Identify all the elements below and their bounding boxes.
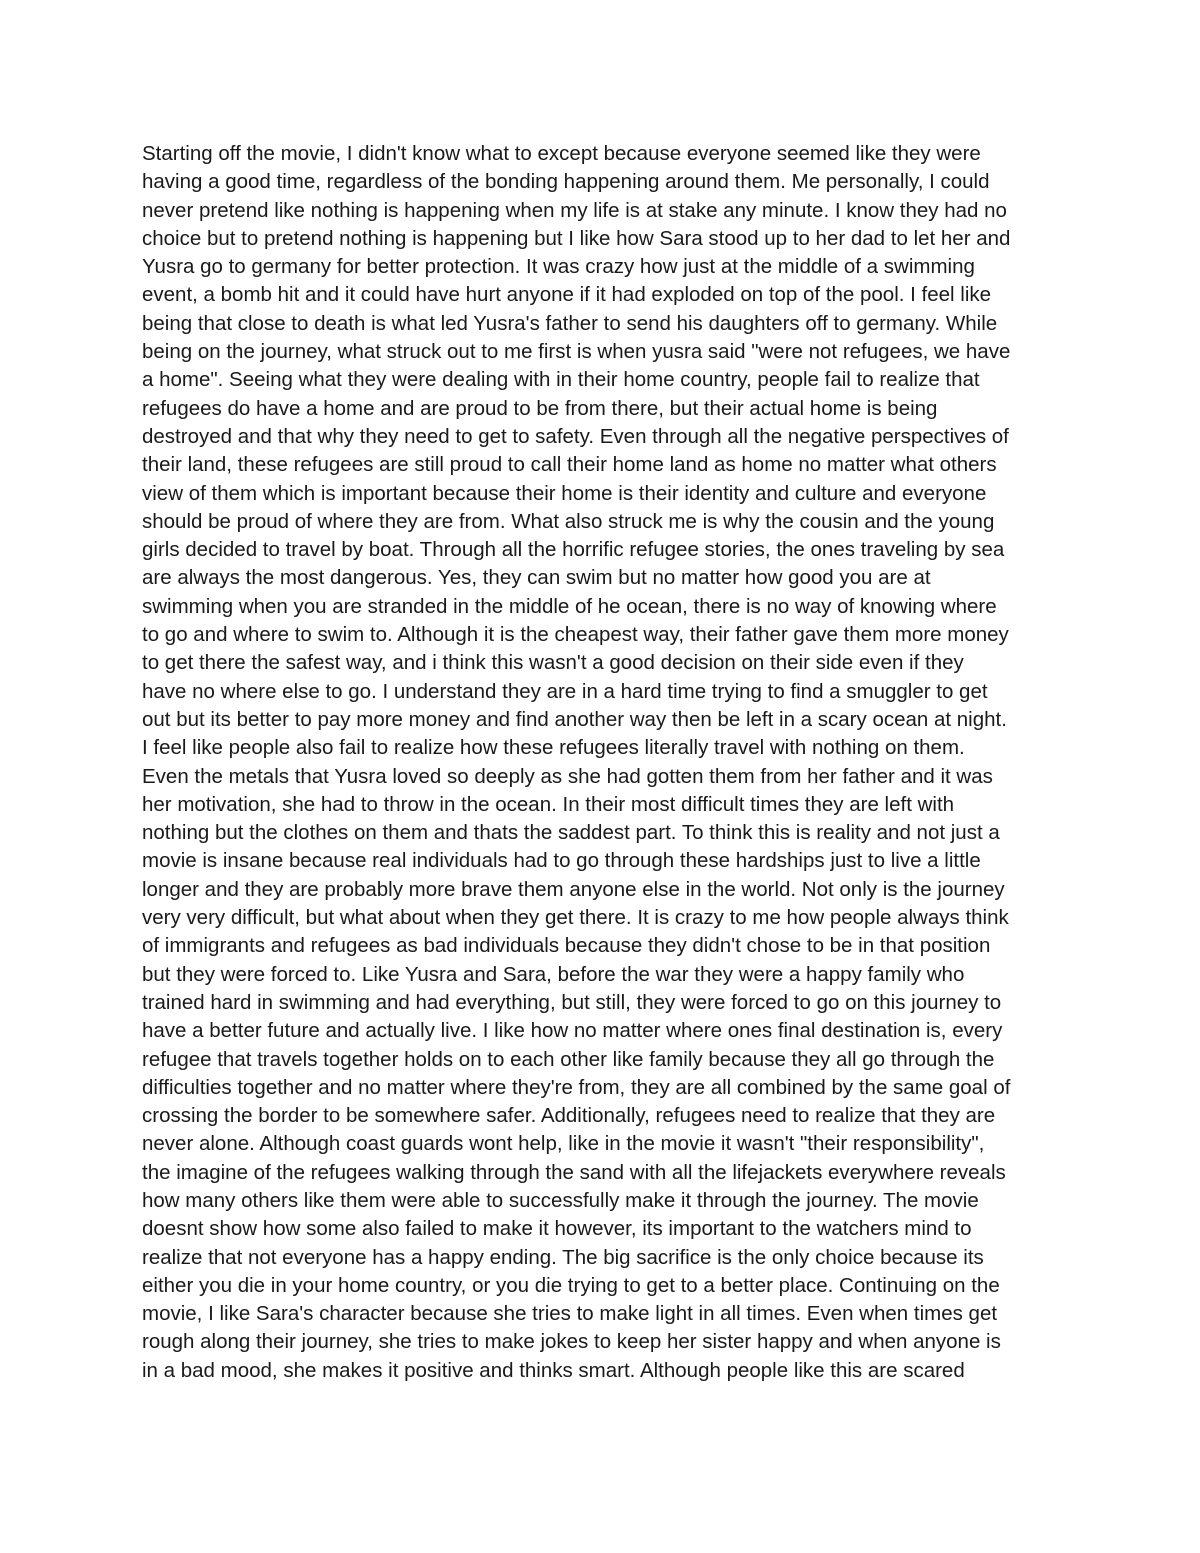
text-line: should be proud of where they are from. What also struck me is why the cousin and the young xyxy=(142,509,995,533)
text-line: the imagine of the refugees walking through the sand with all the lifejackets everywhere reveals xyxy=(142,1160,1006,1184)
text-line: crossing the border to be somewhere safer. Additionally, refugees need to realize that they are xyxy=(142,1104,996,1128)
text-line: realize that not everyone has a happy ending. The big sacrifice is the only choice because its xyxy=(142,1245,984,1269)
text-line: choice but to pretend nothing is happening but I like how Sara stood up to her dad to let her and xyxy=(142,226,1011,250)
text-line: their land, these refugees are still proud to call their home land as home no matter what others xyxy=(142,453,997,477)
text-line: how many others like them were able to successfully make it through the journey. The movie xyxy=(142,1188,979,1212)
text-line: Yusra go to germany for better protection. It was crazy how just at the middle of a swimming xyxy=(142,255,975,279)
text-line: being on the journey, what struck out to me first is when yusra said "were not refugees, we have xyxy=(142,340,1011,364)
text-line: event, a bomb hit and it could have hurt anyone if it had exploded on top of the pool. I feel like xyxy=(142,283,992,307)
text-line: refugee that travels together holds on to each other like family because they all go through the xyxy=(142,1047,995,1071)
text-line: Even the metals that Yusra loved so deeply as she had gotten them from her father and it was xyxy=(142,764,993,788)
text-line: have no where else to go. I understand they are in a hard time trying to find a smuggler to get xyxy=(142,679,988,703)
text-line: difficulties together and no matter where they're from, they are all combined by the same goal of xyxy=(142,1075,1011,1099)
text-line: to go and where to swim to. Although it is the cheapest way, their father gave them more money xyxy=(142,623,1009,647)
text-line: are always the most dangerous. Yes, they can swim but no matter how good you are at xyxy=(142,566,931,590)
text-line: nothing but the clothes on them and thats the saddest part. To think this is reality and not just a xyxy=(142,821,1000,845)
text-line: destroyed and that why they need to get to safety. Even through all the negative perspectives of xyxy=(142,424,1009,448)
essay-paragraph xyxy=(142,140,1082,1385)
text-line: to get there the safest way, and i think this wasn't a good decision on their side even if they xyxy=(142,651,964,675)
text-line: movie is insane because real individuals had to go through these hardships just to live a little xyxy=(142,849,981,873)
text-line: a home". Seeing what they were dealing with in their home country, people fail to realize that xyxy=(142,368,980,392)
text-line: have a better future and actually live. I like how no matter where ones final destination is, every xyxy=(142,1019,1003,1043)
text-line: longer and they are probably more brave them anyone else in the world. Not only is the journey xyxy=(142,877,1005,901)
text-line: view of them which is important because their home is their identity and culture and everyone xyxy=(142,481,987,505)
text-line: out but its better to pay more money and find another way then be left in a scary ocean at night. xyxy=(142,707,1007,731)
text-line: refugees do have a home and are proud to be from there, but their actual home is being xyxy=(142,396,938,420)
text-line: I feel like people also fail to realize how these refugees literally travel with nothing on them. xyxy=(142,736,965,760)
text-line: never alone. Although coast guards wont help, like in the movie it wasn't "their responsibility", xyxy=(142,1132,985,1156)
text-line: very very difficult, but what about when they get there. It is crazy to me how people always think xyxy=(142,906,1009,930)
text-line: swimming when you are stranded in the middle of he ocean, there is no way of knowing where xyxy=(142,594,997,618)
text-line: but they were forced to. Like Yusra and Sara, before the war they were a happy family who xyxy=(142,962,965,986)
text-line: Starting off the movie, I didn't know what to except because everyone seemed like they were xyxy=(142,142,981,165)
text-line: being that close to death is what led Yusra's father to send his daughters off to germany. While xyxy=(142,311,998,335)
text-line: rough along their journey, she tries to make jokes to keep her sister happy and when anyone is xyxy=(142,1330,1001,1354)
text-line: trained hard in swimming and had everything, but still, they were forced to go on this journey to xyxy=(142,990,1002,1014)
text-line: in a bad mood, she makes it positive and thinks smart. Although people like this are scared xyxy=(142,1358,965,1382)
text-line: her motivation, she had to throw in the ocean. In their most difficult times they are left with xyxy=(142,792,955,816)
text-line: doesnt show how some also failed to make it however, its important to the watchers mind to xyxy=(142,1217,972,1241)
text-line: movie, I like Sara's character because she tries to make light in all times. Even when times get xyxy=(142,1302,998,1326)
text-line: either you die in your home country, or you die trying to get to a better place. Continuing on the xyxy=(142,1273,1000,1297)
text-line: girls decided to travel by boat. Through all the horrific refugee stories, the ones traveling by sea xyxy=(142,538,1005,562)
text-line: of immigrants and refugees as bad individuals because they didn't chose to be in that position xyxy=(142,934,991,958)
text-line: having a good time, regardless of the bonding happening around them. Me personally, I could xyxy=(142,170,990,194)
text-line: never pretend like nothing is happening when my life is at stake any minute. I know they had no xyxy=(142,198,1007,222)
